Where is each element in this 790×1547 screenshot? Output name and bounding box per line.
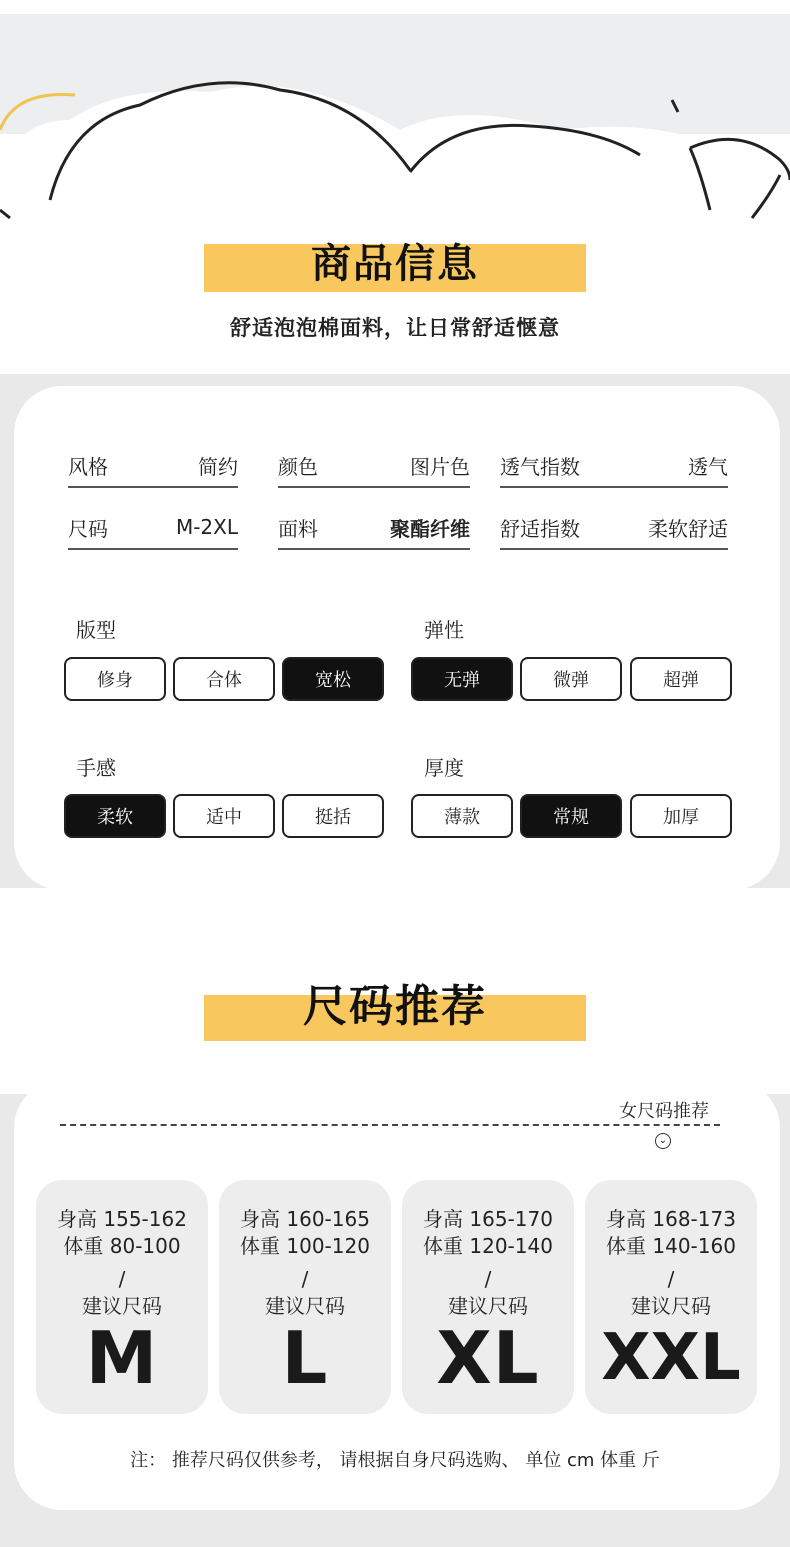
size-value: XL: [436, 1316, 540, 1400]
size-height: 身高 155-162: [57, 1207, 187, 1231]
option-elasticity-slight: 微弹: [520, 657, 622, 701]
attribute-label: 透气指数: [500, 454, 580, 479]
section-title-product-info: 商品信息: [311, 241, 479, 287]
attribute-value: M-2XL: [175, 515, 238, 539]
attribute-fabric: [278, 506, 470, 550]
size-advice-label: 建议尺码: [448, 1294, 528, 1318]
size-value: XXL: [601, 1321, 741, 1395]
attribute-value: 透气: [688, 454, 728, 479]
option-fit-loose: 宽松: [282, 657, 384, 701]
size-value: L: [281, 1316, 329, 1400]
chevron-down-circle-icon: ⌄: [655, 1133, 671, 1149]
size-weight: 体重 100-120: [240, 1234, 370, 1258]
attribute-breathability: [500, 444, 728, 488]
attribute-label: 颜色: [278, 454, 318, 479]
size-slash: /: [667, 1267, 675, 1291]
group-label-elasticity: 弹性: [424, 618, 464, 642]
footnote: 注： 推荐尺码仅供参考， 请根据自身尺码选购、 单位 cm 体重 斤: [130, 1450, 660, 1471]
size-slash: /: [301, 1267, 309, 1291]
size-card-xxl: [585, 1180, 757, 1414]
size-value: M: [85, 1316, 159, 1400]
size-slash: /: [118, 1267, 126, 1291]
group-label-feel: 手感: [76, 756, 116, 780]
size-height: 身高 168-173: [606, 1207, 736, 1231]
size-advice-label: 建议尺码: [82, 1294, 162, 1318]
size-height: 身高 160-165: [240, 1207, 370, 1231]
cloud-illustration: [0, 60, 790, 230]
attribute-size: [68, 506, 238, 550]
size-weight: 体重 120-140: [423, 1234, 553, 1258]
attribute-color: [278, 444, 470, 488]
attribute-label: 舒适指数: [500, 516, 580, 541]
option-thickness-thick: 加厚: [630, 794, 732, 838]
option-feel-soft: 柔软: [64, 794, 166, 838]
attribute-comfort: [500, 506, 728, 550]
attribute-label: 面料: [278, 516, 318, 541]
option-fit-regular: 合体: [173, 657, 275, 701]
group-label-fit: 版型: [76, 618, 116, 642]
size-slash: /: [484, 1267, 492, 1291]
attribute-value: 柔软舒适: [648, 516, 728, 541]
attribute-label: 风格: [68, 454, 108, 479]
size-weight: 体重 140-160: [606, 1234, 736, 1258]
size-card-m: [36, 1180, 208, 1414]
attribute-value: 图片色: [410, 454, 470, 479]
attribute-label: 尺码: [68, 516, 108, 541]
attribute-value: 聚酯纤维: [390, 516, 470, 541]
dashed-divider: [60, 1124, 720, 1126]
size-height: 身高 165-170: [423, 1207, 553, 1231]
section-subtitle: 舒适泡泡棉面料，让日常舒适惬意: [230, 316, 560, 340]
size-advice-label: 建议尺码: [631, 1294, 711, 1318]
option-elasticity-none: 无弹: [411, 657, 513, 701]
size-card-l: [219, 1180, 391, 1414]
size-card-xl: [402, 1180, 574, 1414]
size-weight: 体重 80-100: [63, 1234, 181, 1258]
option-thickness-thin: 薄款: [411, 794, 513, 838]
attribute-value: 简约: [198, 454, 238, 479]
size-advice-label: 建议尺码: [265, 1294, 345, 1318]
option-elasticity-high: 超弹: [630, 657, 732, 701]
option-feel-crisp: 挺括: [282, 794, 384, 838]
group-label-thickness: 厚度: [424, 756, 464, 780]
option-feel-medium: 适中: [173, 794, 275, 838]
section-title-size-recommendation: 尺码推荐: [303, 981, 487, 1032]
option-thickness-regular: 常规: [520, 794, 622, 838]
women-size-label: 女尺码推荐: [619, 1101, 709, 1122]
attribute-style: [68, 444, 238, 488]
option-fit-slim: 修身: [64, 657, 166, 701]
